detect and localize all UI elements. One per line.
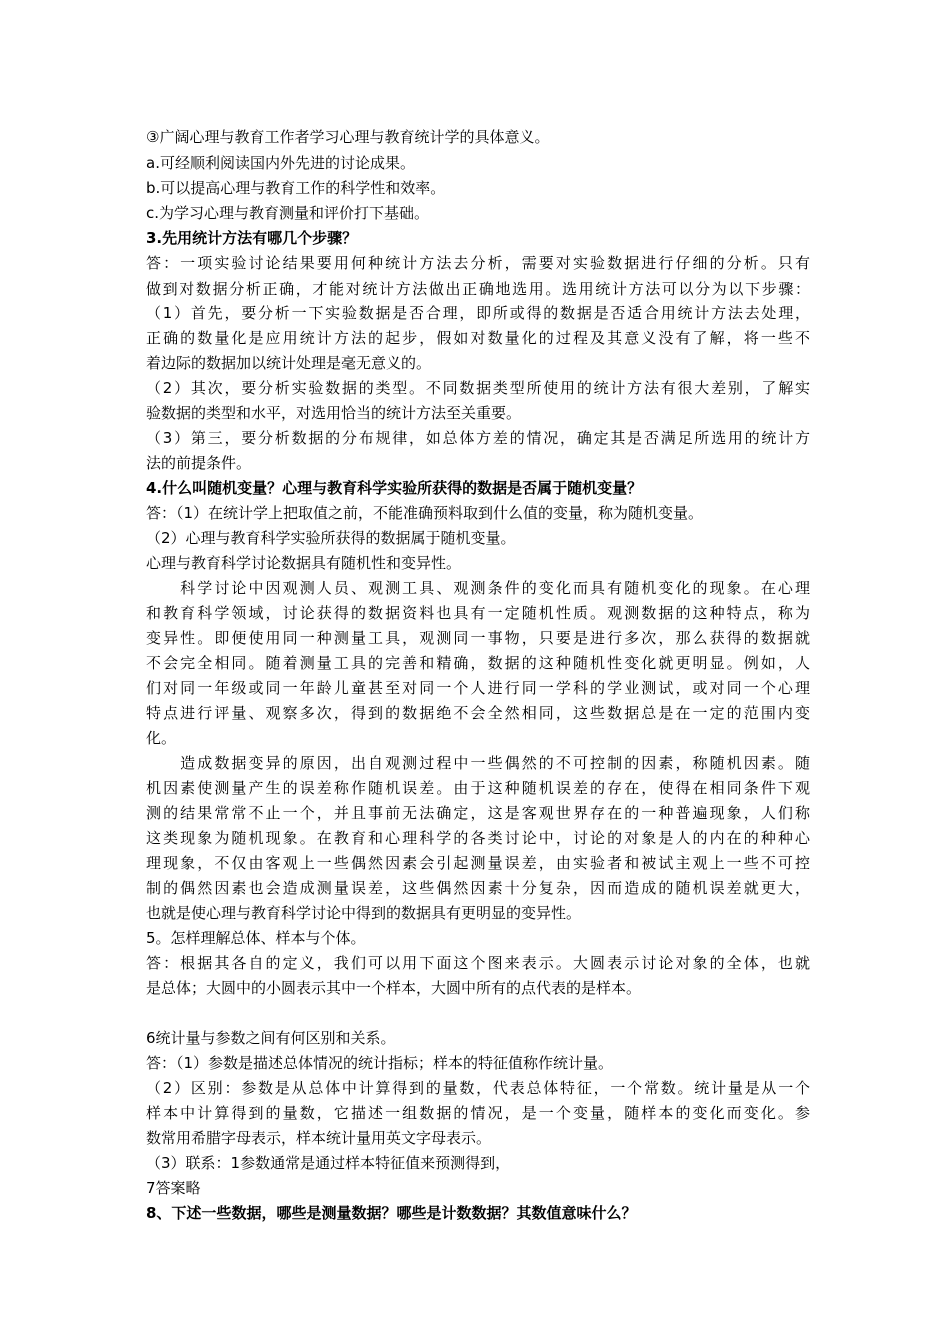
question-heading: 8、下述一些数据，哪些是测量数据？哪些是计数数据？其数值意味什么？ xyxy=(146,1204,637,1222)
text-line: 答：（1）在统计学上把取值之前，不能准确预料取到什么值的变量，称为随机变量。 xyxy=(146,504,704,522)
text-line: 机因素使测量产生的误差称作随机误差。由于这种随机误差的存在，使得在相同条件下观 xyxy=(146,779,810,797)
text-line: 科学讨论中因观测人员、观测工具、观测条件的变化而具有随机变化的现象。在心理 xyxy=(146,579,810,597)
text-line: 特点进行评量、观察多次，得到的数据绝不会全然相同，这些数据总是在一定的范围内变 xyxy=(146,704,810,722)
text-line: 变异性。即便使用同一种测量工具，观测同一事物，只要是进行多次，那么获得的数据就 xyxy=(146,629,810,647)
text-line: 化。 xyxy=(146,729,177,747)
text-line: 是总体；大圆中的小圆表示其中一个样本，大圆中所有的点代表的是样本。 xyxy=(146,979,642,997)
text-line: 不会完全相同。随着测量工具的完善和精确，数据的这种随机性变化就更明显。例如，人 xyxy=(146,654,810,672)
text-line: 验数据的类型和水平，对选用恰当的统计方法至关重要。 xyxy=(146,404,522,422)
text-line: 7答案略 xyxy=(146,1179,201,1197)
question-heading: 3.先用统计方法有哪几个步骤？ xyxy=(146,229,358,247)
text-line: 心理与教育科学讨论数据具有随机性和变异性。 xyxy=(146,554,462,572)
text-line: 数常用希腊字母表示，样本统计量用英文字母表示。 xyxy=(146,1129,492,1147)
text-line: 5。怎样理解总体、样本与个体。 xyxy=(146,929,366,947)
text-line: （3）第三，要分析数据的分布规律，如总体方差的情况，确定其是否满足所选用的统计方 xyxy=(146,429,810,447)
text-line: 这类现象为随机现象。在教育和心理科学的各类讨论中，讨论的对象是人的内在的种种心 xyxy=(146,829,810,847)
text-line: 答：一项实验讨论结果要用何种统计方法去分析，需要对实验数据进行仔细的分析。只有 xyxy=(146,254,810,272)
text-line: （2）其次，要分析实验数据的类型。不同数据类型所使用的统计方法有很大差别，了解实 xyxy=(146,379,810,397)
text-line: 做到对数据分析正确，才能对统计方法做出正确地选用。选用统计方法可以分为以下步骤： xyxy=(146,280,810,298)
text-line: 6统计量与参数之间有何区别和关系。 xyxy=(146,1029,396,1047)
text-line: b.可以提高心理与教育工作的科学性和效率。 xyxy=(146,179,446,197)
text-line: 也就是使心理与教育科学讨论中得到的数据具有更明显的变异性。 xyxy=(146,904,582,922)
text-line: （2）区别：参数是从总体中计算得到的量数，代表总体特征，一个常数。统计量是从一个 xyxy=(146,1079,810,1097)
text-line: c.为学习心理与教育测量和评价打下基础。 xyxy=(146,204,430,222)
question-heading: 4.什么叫随机变量？心理与教育科学实验所获得的数据是否属于随机变量？ xyxy=(146,479,643,497)
text-line: 法的前提条件。 xyxy=(146,454,252,472)
text-line: 造成数据变异的原因，出自观测过程中一些偶然的不可控制的因素，称随机因素。随 xyxy=(146,754,810,772)
text-line: （3）联系：1参数通常是通过样本特征值来预测得到， xyxy=(146,1154,511,1172)
text-line: a.可经顺利阅读国内外先进的讨论成果。 xyxy=(146,154,415,172)
text-line: 们对同一年级或同一年龄儿童甚至对同一个人进行同一学科的学业测试，或对同一个心理 xyxy=(146,679,810,697)
text-line: 理现象，不仅由客观上一些偶然因素会引起测量误差，由实验者和被试主观上一些不可控 xyxy=(146,854,810,872)
text-line: 正确的数量化是应用统计方法的起步，假如对数量化的过程及其意义没有了解，将一些不 xyxy=(146,329,810,347)
text-line: ③广阔心理与教育工作者学习心理与教育统计学的具体意义。 xyxy=(146,128,550,146)
text-line: 着边际的数据加以统计处理是毫无意义的。 xyxy=(146,354,432,372)
text-line: 答：根据其各自的定义，我们可以用下面这个图来表示。大圆表示讨论对象的全体，也就 xyxy=(146,954,810,972)
text-line: 测的结果常常不止一个，并且事前无法确定，这是客观世界存在的一种普遍现象，人们称 xyxy=(146,804,810,822)
text-line: （1）首先，要分析一下实验数据是否合理，即所或得的数据是否适合用统计方法去处理， xyxy=(146,304,810,322)
text-line: 制的偶然因素也会造成测量误差，这些偶然因素十分复杂，因而造成的随机误差就更大， xyxy=(146,879,810,897)
text-line: 样本中计算得到的量数，它描述一组数据的情况，是一个变量，随样本的变化而变化。参 xyxy=(146,1104,810,1122)
text-line: （2）心理与教育科学实验所获得的数据属于随机变量。 xyxy=(146,529,516,547)
text-line: 答：（1）参数是描述总体情况的统计指标；样本的特征值称作统计量。 xyxy=(146,1054,614,1072)
text-line: 和教育科学领域，讨论获得的数据资料也具有一定随机性质。观测数据的这种特点，称为 xyxy=(146,604,810,622)
